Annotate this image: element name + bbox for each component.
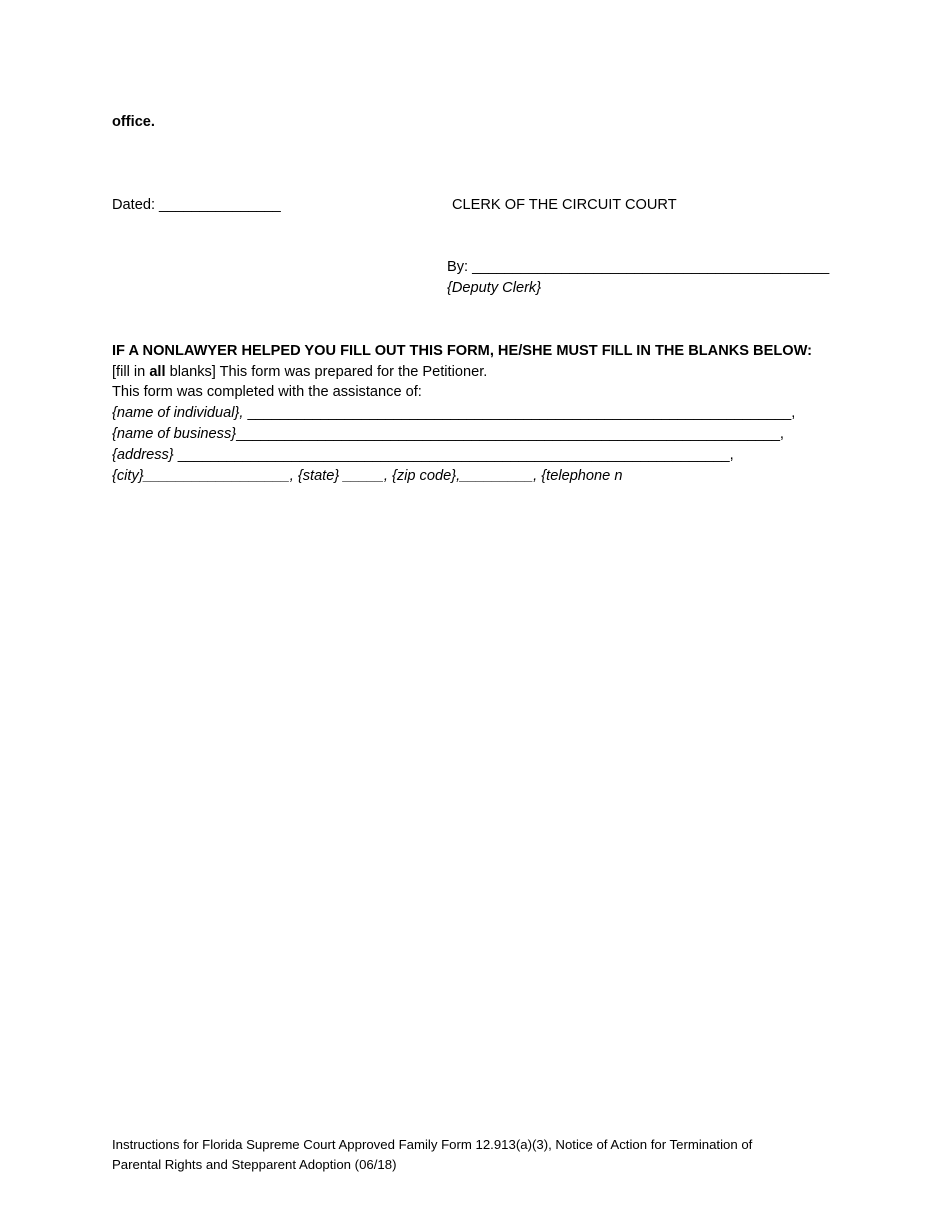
address-label: {address} [112, 447, 174, 463]
address-field [112, 445, 734, 465]
dated-line: Dated: _______________ [112, 197, 281, 213]
name-of-individual-label: {name of individual}, [112, 405, 244, 421]
name-of-business-blank: ___________________________________________________________________, [236, 426, 784, 442]
fill-suffix: blanks] This form was prepared for the Petitioner. [165, 364, 488, 380]
deputy-clerk-label: {Deputy Clerk} [447, 280, 542, 296]
nonlawyer-heading: IF A NONLAWYER HELPED YOU FILL OUT THIS FORM, HE/SHE MUST FILL IN THE BLANKS BELOW: [112, 343, 812, 359]
fill-prefix: [fill in [112, 364, 150, 380]
assistance-line: This form was completed with the assistance of: [112, 384, 422, 400]
fill-emphasis: all [149, 364, 166, 380]
footer-line-2: Parental Rights and Stepparent Adoption (06/18) [112, 1157, 397, 1172]
name-of-individual-blank: ___________________________________________________________________, [243, 405, 796, 421]
name-of-business-field [112, 424, 784, 444]
footer-line-1: Instructions for Florida Supreme Court Approved Family Form 12.913(a)(3), Notice of Action for Termination of [112, 1137, 753, 1152]
name-of-individual-field [112, 403, 795, 423]
clerk-title: CLERK OF THE CIRCUIT COURT [452, 197, 677, 213]
address-blank: ____________________________________________________________________, [173, 447, 734, 463]
name-of-business-label: {name of business} [112, 426, 237, 442]
continuation-text: office. [112, 114, 155, 130]
page-footer [112, 1135, 852, 1175]
fill-instruction [112, 362, 487, 382]
city-state-zip-telephone-line: {city}__________________, {state} _____, {zip code},_________, {telephone n [112, 468, 623, 484]
by-signature-line: By: ____________________________________________ [447, 259, 830, 275]
